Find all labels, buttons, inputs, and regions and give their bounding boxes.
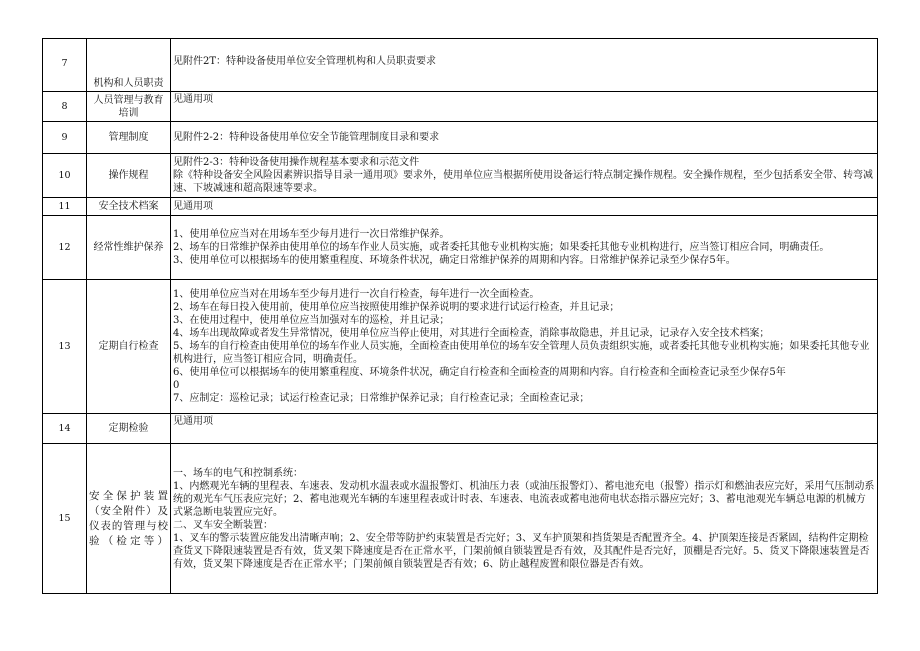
table-row (43, 39, 878, 92)
row-requirement (171, 216, 878, 280)
row-requirement (171, 39, 878, 92)
requirement-line: 二、叉车安全断装置： (173, 519, 273, 531)
table-row (43, 198, 878, 216)
requirement-line: 0 (173, 380, 180, 391)
requirement-line: 见通用项 (173, 416, 213, 427)
requirement-line: 2、场车在每日投入使用前，使用单位应当按照使用维护保养说明的要求进行试运行检查，并且记录； (173, 302, 620, 313)
row-requirement (171, 92, 878, 122)
requirement-line: 4、场车出现故障或者发生异常情况，使用单位应当停止使用，对其进行全面检查，消除事故隐患，并且记录，记录存入安全技术档案； (173, 328, 770, 339)
row-requirement (171, 122, 878, 154)
requirement-line: 见附件2-2：特种设备使用单位安全节能管理制度目录和要求 (173, 132, 440, 143)
table-row (43, 444, 878, 594)
row-item: 经常性维护保养 (87, 216, 171, 280)
row-requirement (171, 444, 878, 594)
requirement-line: 2、场车的日常维护保养由使用单位的场车作业人员实施，或者委托其他专业机构实施；如果委托其他专业机构进行，应当签订相应合同，明确责任。 (173, 242, 830, 253)
row-number: 14 (43, 414, 87, 444)
row-item: 安全技术档案 (87, 198, 171, 216)
row-item: 人员管理与教育培训 (87, 92, 171, 122)
table-row (43, 280, 878, 414)
table-row (43, 216, 878, 280)
requirement-line: 1、内燃观光车辆的里程表、车速表、发动机水温表或水温报警灯、机油压力表（或油压报警灯）、蓄电池充电（报警）指示灯和燃油表应完好，采用气压制动系统的观光车气压表应完好；2、蓄电池观光车辆的车速里程表或计时表、车速表、电流表或蓄电池荷电状态指示器应完好；3、蓄电池观光车辆总电源的机械方式紧急断电装置应完好。 (173, 480, 875, 518)
row-number: 9 (43, 122, 87, 154)
row-item: 定期检验 (87, 414, 171, 444)
requirement-line: 一、场车的电气和控制系统： (173, 467, 303, 479)
requirement-line: 见通用项 (173, 201, 213, 212)
row-requirement (171, 414, 878, 444)
row-number: 11 (43, 198, 87, 216)
row-requirement (171, 280, 878, 414)
row-number: 7 (43, 39, 87, 92)
row-item (87, 444, 171, 594)
row-requirement (171, 154, 878, 198)
requirement-line: 3、在使用过程中，使用单位应当加强对车的巡检，并且记录； (173, 315, 450, 326)
row-item: 定期自行检查 (87, 280, 171, 414)
requirement-line: 6、使用单位可以根据场车的使用繁重程度、环境条件状况，确定自行检查和全面检查的周期和内容。自行检查和全面检查记录至少保存5年 (173, 367, 786, 378)
requirement-line: 3、使用单位可以根据场车的使用繁重程度、环境条件状况，确定日常维护保养的周期和内容。日常维护保养记录至少保存5年。 (173, 255, 736, 266)
row-item-label: 机构和人员职责 (93, 78, 164, 89)
requirement-line: 1、使用单位应当对在用场车至少每月进行一次日常维护保养。 (173, 229, 450, 240)
row-item: 管理制度 (87, 122, 171, 154)
row-item (87, 39, 171, 92)
row-item: 操作规程 (87, 154, 171, 198)
row-number: 12 (43, 216, 87, 280)
safety-requirements-table (42, 38, 878, 594)
table-row (43, 122, 878, 154)
requirement-line: 见通用项 (173, 94, 213, 105)
table-row (43, 414, 878, 444)
requirement-line: 除《特种设备安全风险因素辨识指导目录一通用项》要求外，使用单位应当根据所使用设备运行特点制定操作规程。安全操作规程，至少包括系安全带、转弯减速、下坡减速和超高限速等要求。 (173, 170, 873, 194)
table-row (43, 92, 878, 122)
requirement-line: 见附件2-3：特种设备使用操作规程基本要求和示范文件 (173, 157, 420, 168)
row-number: 15 (43, 444, 87, 594)
row-number: 10 (43, 154, 87, 198)
requirement-line: 5、场车的自行检查由使用单位的场车作业人员实施，全面检查由使用单位的场车安全管理人员负责组织实施，或者委托其他专业机构实施；如果委托其他专业机构进行，应当签订相应合同，明确责任。 (173, 341, 870, 365)
table-row (43, 154, 878, 198)
requirement-line: 7、应制定：巡检记录；试运行检查记录；日常维护保养记录；自行检查记录；全面检查记录； (173, 393, 590, 404)
row-item-label: 安全保护装置（安全附件）及仪表的管理与校验（检定等） (89, 489, 168, 547)
requirement-line: 见附件2T：特种设备使用单位安全管理机构和人员职责要求 (173, 56, 437, 67)
requirement-line: 1、使用单位应当对在用场车至少每月进行一次自行检查，每年进行一次全面检查。 (173, 289, 540, 300)
row-number: 13 (43, 280, 87, 414)
row-requirement (171, 198, 878, 216)
requirement-line: 1、叉车的警示装置应能发出清晰声响；2、安全带等防护约束装置是否完好；3、叉车护顶架和挡货架是否配置齐全。4、护顶架连接是否紧固，结构件定期检查货叉下降限速装置是否有效，货叉架下降速度是否在正常水平，门架前倾自锁装置是否有效，及其配件是否完好，顶棚是否完好。5、货叉下降限速装置是否有效，货叉架下降速度是否在正常水平；门架前倾自锁装置是否有效；6、防止越程废置和限位器是否有效。 (173, 532, 870, 570)
row-number: 8 (43, 92, 87, 122)
